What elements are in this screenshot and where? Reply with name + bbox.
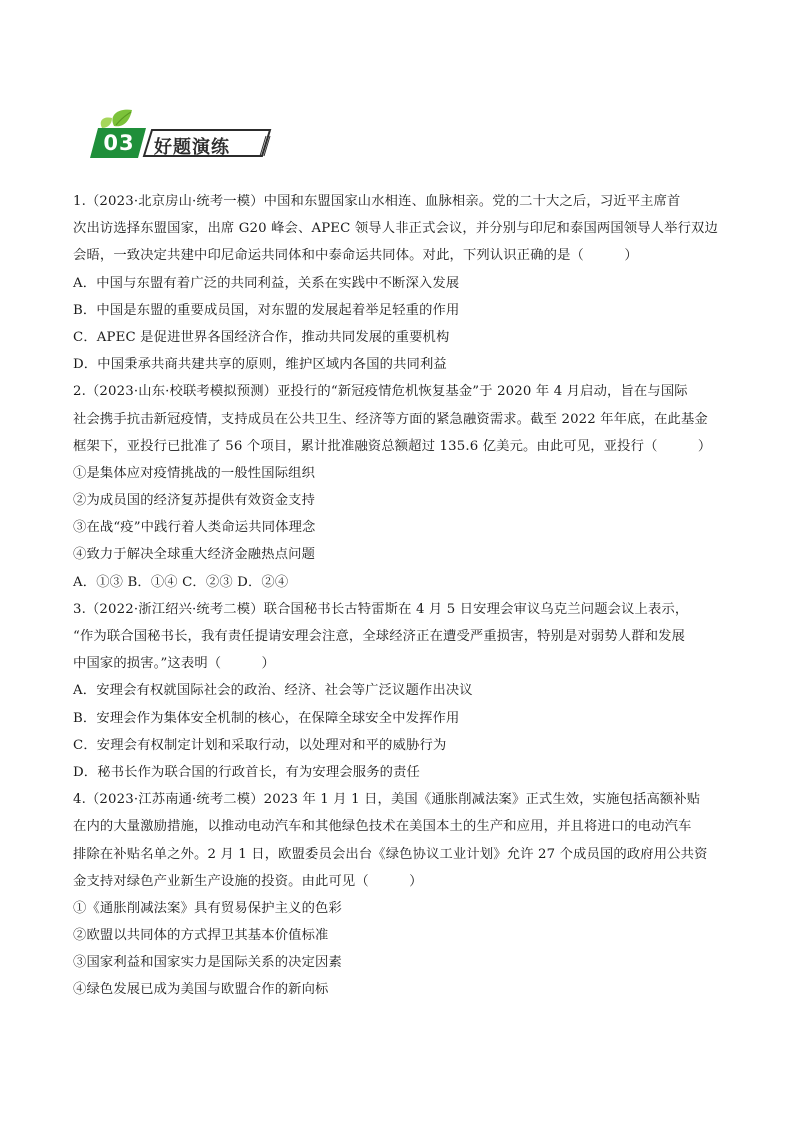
question-1-stem-line-2: 次出访选择东盟国家，出席 G20 峰会、APEC 领导人非正式会议，并分别与印尼和泰国两国领导人举行双边 xyxy=(73,221,718,237)
question-2-statement-1: ①是集体应对疫情挑战的一般性国际组织 xyxy=(73,465,316,481)
question-1-option-d: D．中国秉承共商共建共享的原则，维护区域内各国的共同利益 xyxy=(73,357,447,373)
question-3-option-d: D．秘书长作为联合国的行政首长，有为安理会服务的责任 xyxy=(73,764,420,780)
question-1-stem-line-3: 会晤，一致决定共建中印尼命运共同体和中泰命运共同体。对此，下列认识正确的是（ ） xyxy=(73,248,638,264)
question-4-statement-2: ②欧盟以共同体的方式捍卫其基本价值标准 xyxy=(73,928,329,944)
question-4-stem-line-4: 金支持对绿色产业新生产设施的投资。由此可见（ ） xyxy=(73,873,423,889)
question-2-stem-line-3: 框架下，亚投行已批准了 56 个项目，累计批准融资总额超过 135.6 亿美元。由此可见，亚投行（ ） xyxy=(73,438,712,454)
question-1-stem-line-1: 1.（2023·北京房山·统考一模）中国和东盟国家山水相连、血脉相亲。党的二十大之后，习近平主席首 xyxy=(73,194,681,209)
question-4-statement-4: ④绿色发展已成为美国与欧盟合作的新向标 xyxy=(73,982,329,998)
question-3-stem-line-3: 中国家的损害。”这表明（ ） xyxy=(73,656,276,672)
question-4-stem-line-1: 4.（2023·江苏南通·统考二模）2023 年 1 月 1 日，美国《通胀削减法案》正式生效，实施包括高额补贴 xyxy=(73,792,701,808)
section-title: 好题演练 xyxy=(154,137,230,158)
question-3-stem-line-1: 3.（2022·浙江绍兴·统考二模）联合国秘书长古特雷斯在 4 月 5 日安理会审议乌克兰问题会议上表示， xyxy=(73,601,689,617)
question-1-option-b: B．中国是东盟的重要成员国，对东盟的发展起着举足轻重的作用 xyxy=(73,302,460,318)
section-header xyxy=(88,106,278,162)
question-4-stem-line-2: 在内的大量激励措施，以推动电动汽车和其他绿色技术在美国本土的生产和应用，并且将进口的电动汽车 xyxy=(73,819,692,835)
question-4-stem-line-3: 排除在补贴名单之外。2 月 1 日，欧盟委员会出台《绿色协议工业计划》允许 27 个成员国的政府用公共资 xyxy=(73,846,708,862)
question-2-statement-3: ③在战“疫”中践行着人类命运共同体理念 xyxy=(73,520,316,536)
question-list xyxy=(73,188,723,1004)
question-2-stem-line-2: 社会携手抗击新冠疫情，支持成员在公共卫生、经济等方面的紧急融资需求。截至 2022 年年底，在此基金 xyxy=(73,411,708,427)
question-4-statement-1: ①《通胀削减法案》具有贸易保护主义的色彩 xyxy=(73,900,342,916)
question-1-option-c: C．APEC 是促进世界各国经济合作，推动共同发展的重要机构 xyxy=(73,329,450,345)
question-3-option-c: C．安理会有权制定计划和采取行动，以处理对和平的威胁行为 xyxy=(73,737,447,753)
question-3 xyxy=(73,596,723,786)
question-3-stem-line-2: “作为联合国秘书长，我有责任提请安理会注意，全球经济正在遭受严重损害，特别是对弱势人群和发展 xyxy=(73,629,686,644)
question-4-statement-3: ③国家利益和国家实力是国际关系的决定因素 xyxy=(73,955,342,971)
question-1 xyxy=(73,188,723,378)
question-2-statement-4: ④致力于解决全球重大经济金融热点问题 xyxy=(73,547,316,563)
question-4 xyxy=(73,786,723,1004)
question-3-option-b: B．安理会作为集体安全机制的核心，在保障全球安全中发挥作用 xyxy=(73,710,460,726)
question-2 xyxy=(73,378,723,596)
question-3-option-a: A．安理会有权就国际社会的政治、经济、社会等广泛议题作出决议 xyxy=(73,683,473,699)
leaf-icon xyxy=(101,110,132,128)
section-number: 03 xyxy=(103,131,135,155)
question-2-stem-line-1: 2.（2023·山东·校联考模拟预测）亚投行的“新冠疫情危机恢复基金”于 2020 年 4 月启动，旨在与国际 xyxy=(73,384,688,400)
question-1-option-a: A．中国与东盟有着广泛的共同利益，关系在实践中不断深入发展 xyxy=(73,275,460,291)
question-2-choices: A．①③ B．①④ C．②③ D．②④ xyxy=(73,574,289,590)
question-2-statement-2: ②为成员国的经济复苏提供有效资金支持 xyxy=(73,493,316,509)
